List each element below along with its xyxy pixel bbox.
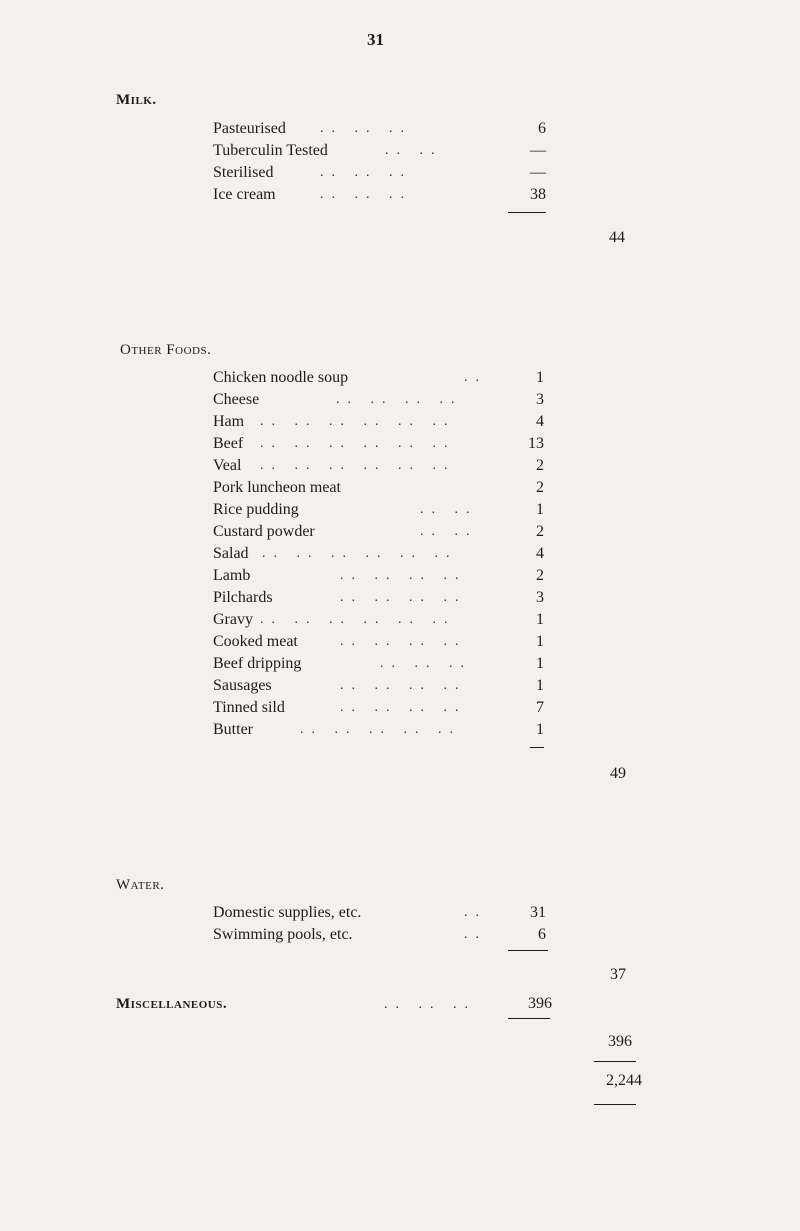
food-item-value: 3 (536, 391, 544, 408)
leader-dots: .. .. .. (320, 121, 412, 136)
leader-dots: .. .. (420, 524, 478, 539)
leader-dots: .. .. .. .. .. .. (262, 546, 458, 561)
food-item-value: 4 (536, 545, 544, 562)
leader-dots: .. .. (420, 502, 478, 517)
leader-dots: .. .. .. .. (340, 568, 467, 583)
milk-item-label: Ice cream (213, 186, 276, 203)
food-item-label: Sausages (213, 677, 272, 694)
leader-dots: .. .. .. .. .. .. (260, 414, 456, 429)
miscellaneous-heading: Miscellaneous. (116, 996, 228, 1012)
leader-dots: .. .. .. .. .. (300, 722, 461, 737)
subtotal-rule (508, 1018, 550, 1019)
food-item-label: Ham (213, 413, 245, 430)
milk-item-label: Sterilised (213, 164, 274, 181)
leader-dots: .. .. .. .. .. .. (260, 612, 456, 627)
grand-total-rule (594, 1104, 636, 1105)
milk-item-value: — (530, 142, 546, 159)
food-item-value: 1 (536, 369, 544, 386)
leader-dots: .. .. .. (320, 165, 412, 180)
food-item-value: 7 (536, 699, 544, 716)
water-item-label: Swimming pools, etc. (213, 926, 353, 943)
leader-dots: .. (464, 370, 487, 385)
food-item-label: Beef dripping (213, 655, 302, 672)
milk-item-value: 38 (530, 186, 546, 203)
food-item-label: Veal (213, 457, 242, 474)
leader-dots: .. .. (385, 143, 443, 158)
leader-dots: .. .. .. .. (340, 678, 467, 693)
food-item-value: 1 (536, 677, 544, 694)
food-item-value: 2 (536, 567, 544, 584)
leader-dots: .. .. .. .. .. .. (260, 436, 456, 451)
leader-dots: .. .. .. .. (340, 634, 467, 649)
milk-total: 44 (609, 229, 625, 246)
milk-item-label: Tuberculin Tested (213, 142, 328, 159)
grand-total: 2,244 (606, 1072, 642, 1089)
leader-dots: .. (464, 927, 487, 942)
food-item-label: Custard powder (213, 523, 315, 540)
food-item-value: 2 (536, 457, 544, 474)
food-item-value: 1 (536, 611, 544, 628)
milk-item-value: 6 (538, 120, 546, 137)
leader-dots: .. .. .. .. (340, 700, 467, 715)
food-item-label: Tinned sild (213, 699, 285, 716)
food-item-value: 1 (536, 501, 544, 518)
food-item-value: 4 (536, 413, 544, 430)
food-item-label: Salad (213, 545, 249, 562)
leader-dots: .. .. .. (384, 997, 476, 1012)
food-item-label: Rice pudding (213, 501, 299, 518)
subtotal-rule (530, 747, 544, 748)
food-item-value: 1 (536, 633, 544, 650)
food-item-value: 2 (536, 479, 544, 496)
food-item-label: Lamb (213, 567, 251, 584)
food-item-label: Cooked meat (213, 633, 298, 650)
food-item-value: 3 (536, 589, 544, 606)
subtotal-rule (508, 950, 548, 951)
water-item-label: Domestic supplies, etc. (213, 904, 362, 921)
other-foods-heading: Other Foods. (120, 342, 212, 358)
water-total: 37 (610, 966, 626, 983)
water-item-value: 31 (530, 904, 546, 921)
subtotal-rule (508, 212, 546, 213)
total-rule (594, 1061, 636, 1062)
miscellaneous-value: 396 (528, 995, 552, 1012)
food-item-value: 13 (528, 435, 544, 452)
milk-item-value: — (530, 164, 546, 181)
food-item-label: Pork luncheon meat (213, 479, 341, 496)
food-item-label: Pilchards (213, 589, 273, 606)
food-item-label: Cheese (213, 391, 260, 408)
food-item-value: 2 (536, 523, 544, 540)
food-item-label: Beef (213, 435, 244, 452)
food-item-value: 1 (536, 721, 544, 738)
miscellaneous-total: 396 (608, 1033, 632, 1050)
food-item-label: Butter (213, 721, 253, 738)
water-item-value: 6 (538, 926, 546, 943)
leader-dots: .. .. .. (320, 187, 412, 202)
page-number: 31 (367, 30, 384, 49)
milk-heading: Milk. (116, 92, 157, 108)
leader-dots: .. .. .. .. (336, 392, 463, 407)
food-item-label: Gravy (213, 611, 253, 628)
leader-dots: .. .. .. .. .. .. (260, 458, 456, 473)
food-item-label: Chicken noodle soup (213, 369, 349, 386)
leader-dots: .. .. .. .. (340, 590, 467, 605)
other-foods-total: 49 (610, 765, 626, 782)
food-item-value: 1 (536, 655, 544, 672)
leader-dots: .. (464, 905, 487, 920)
milk-item-label: Pasteurised (213, 120, 286, 137)
water-heading: Water. (116, 877, 165, 893)
leader-dots: .. .. .. (380, 656, 472, 671)
